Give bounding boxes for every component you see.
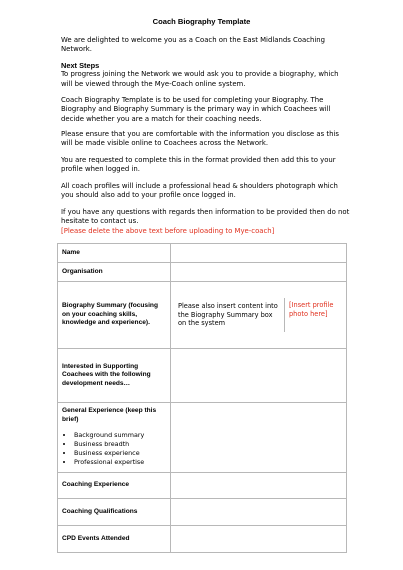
supporting-field[interactable] [171,349,347,403]
bio-summary-field[interactable] [171,282,347,349]
general-experience-label: General Experience (keep this brief) [62,407,157,423]
list-item: • Professional expertise [74,458,166,467]
profile-photo-placeholder[interactable]: [Insert profile photo here] [284,298,342,331]
list-item: • Business breadth [74,440,166,449]
general-experience-row [58,403,347,473]
general-experience-list [62,431,166,468]
purpose-text: Coach Biography Template is to be used for completing your Biography. The Biography and Biography Summary is the primary way in which Coachees will decide whether you are a match for their coaching needs. [61,96,331,123]
intro-photo [61,182,351,201]
supporting-label: Interested in Supporting Coachees with the following development needs… [58,349,171,403]
list-item: • Business experience [74,449,166,458]
bio-summary-row [58,282,347,349]
next-steps-text: To progress joining the Network we would ask you to provide a biography, which will be viewed through the Mye-Coach online system. [61,70,339,88]
coaching-qualifications-row [58,499,347,526]
disclosure-text: Please ensure that you are comfortable with the information you disclose as this will be made visible online to Coachees across the Network. [61,130,339,148]
supporting-row [58,349,347,403]
intro-questions [61,208,351,236]
coaching-qualifications-field[interactable] [171,499,347,526]
page-title: Coach Biography Template [152,17,251,26]
name-label: Name [58,244,171,263]
name-field[interactable] [171,244,347,263]
next-steps-heading: Next Steps [61,61,100,70]
coaching-experience-field[interactable] [171,473,347,499]
intro-disclosure [61,130,351,149]
intro-complete [61,156,351,175]
biography-form-table [57,243,347,553]
bio-summary-label: Biography Summary (focusing on your coaching skills, knowledge and experience). [58,282,171,349]
complete-text: You are requested to complete this in the format provided then add this to your profile when logged in. [61,156,336,174]
questions-text: If you have any questions with regards then information to be provided then do not hesitate to contact us. [61,208,350,226]
organisation-row [58,263,347,282]
delete-note: [Please delete the above text before uploading to Mye-coach] [61,226,275,235]
intro-welcome [61,36,351,55]
welcome-text: We are delighted to welcome you as a Coach on the East Midlands Coaching Network. [61,36,326,54]
bio-summary-split [175,298,342,331]
bio-summary-hint: Please also insert content into the Biography Summary box on the system [178,302,278,328]
organisation-field[interactable] [171,263,347,282]
name-row [58,244,347,263]
cpd-label: CPD Events Attended [58,526,171,553]
next-steps-section [61,61,351,89]
photo-text: All coach profiles will include a professional head & shoulders photograph which you should also add to your profile once logged in. [61,182,338,200]
coaching-experience-label: Coaching Experience [58,473,171,499]
coaching-experience-row [58,473,347,499]
cpd-field[interactable] [171,526,347,553]
general-experience-field[interactable] [171,403,347,473]
organisation-label: Organisation [58,263,171,282]
list-item: • Background summary [74,431,166,440]
coaching-qualifications-label: Coaching Qualifications [58,499,171,526]
general-experience-cell [58,403,171,473]
intro-purpose [61,96,351,124]
cpd-row [58,526,347,553]
